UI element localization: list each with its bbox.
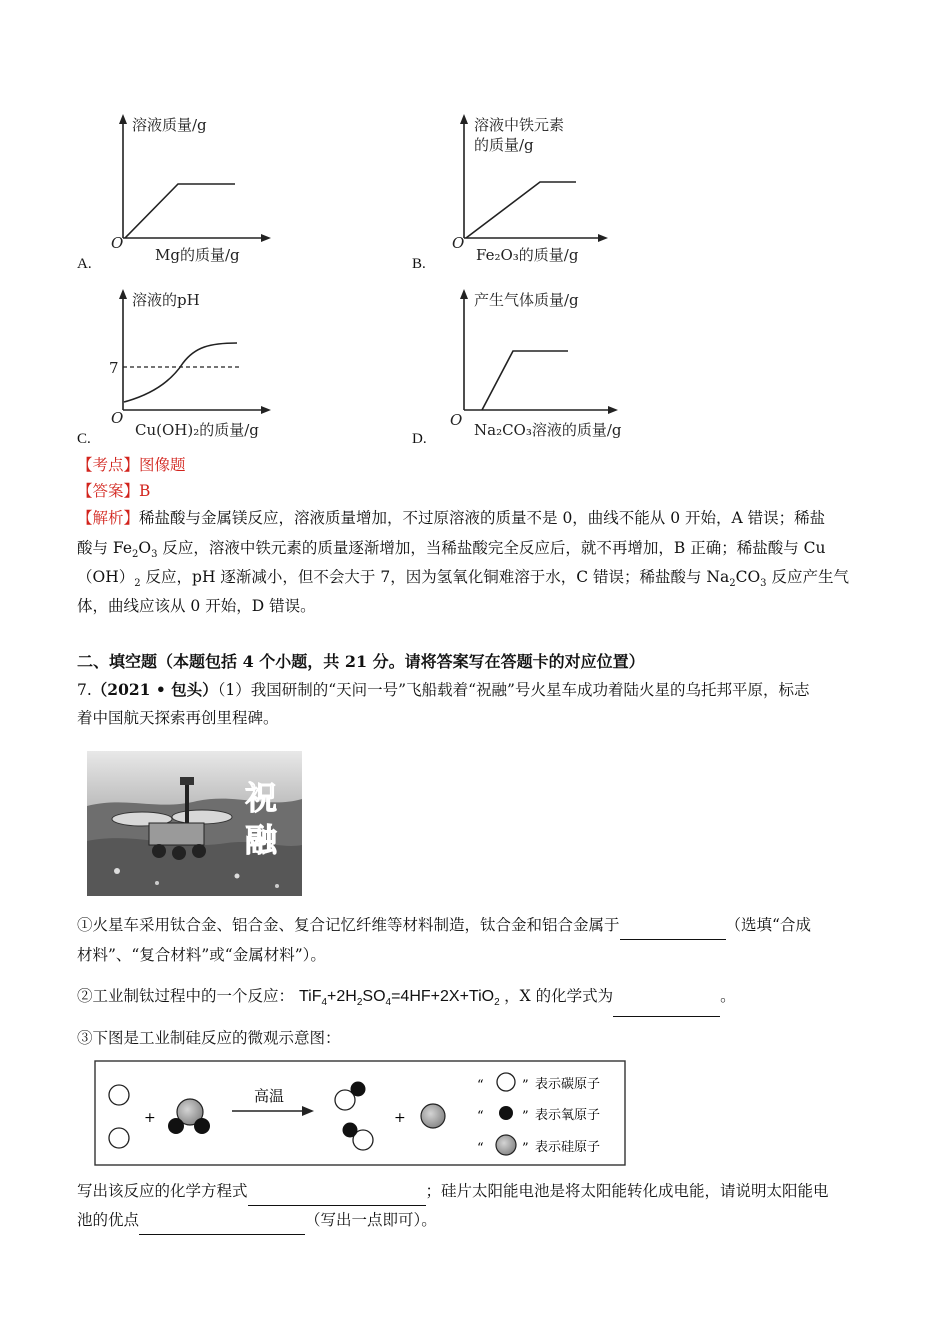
legend-silicon: 表示硅原子: [535, 1140, 601, 1155]
graph-b-ylabel-2: 的质量/g: [474, 136, 534, 154]
graph-d: [412, 285, 652, 445]
graph-c-ref-value: 7: [109, 359, 119, 377]
graph-c: [75, 285, 295, 445]
graph-d-curve: [482, 351, 568, 410]
carbon-atom: [109, 1085, 129, 1105]
option-c-label: C.: [77, 431, 91, 447]
graph-c-origin: O: [111, 409, 124, 427]
kaodian-line: [77, 451, 186, 480]
graph-a-origin: O: [111, 234, 124, 252]
q7-item3: ③下图是工业制硅反应的微观示意图：: [77, 1029, 341, 1047]
q7-item4-line-2: 池的优点 （写出一点即可）。: [77, 1206, 437, 1235]
graph-c-xlabel: Cu(OH)₂的质量/g: [135, 421, 259, 439]
graph-d-ylabel: 产生气体质量/g: [474, 291, 579, 309]
q7-item2-line: ②工业制钛过程中的一个反应： $TiF_4+2H_2SO_4=4HF+2X+TiO_2$ ，X 的化学式为 。: [77, 982, 882, 1017]
jiexi-line-1: [77, 504, 877, 533]
answer-line: [77, 477, 150, 506]
svg-text:“: “: [477, 1109, 484, 1124]
reaction-diagram: [94, 1060, 630, 1170]
legend-silicon-icon: [496, 1135, 516, 1155]
graph-a-xlabel: Mg的质量/g: [155, 246, 240, 264]
oxygen-atom: [194, 1118, 210, 1134]
legend-carbon: 表示碳原子: [535, 1077, 601, 1092]
jiexi-line-2: 酸与 $Fe_2O_3$ 反应，溶液中铁元素的质量逐渐增加，当稀盐酸完全反应后，就不再增加，B 正确；稀盐酸与 Cu: [77, 539, 826, 561]
plus-sign-2: +: [394, 1110, 406, 1126]
reaction-condition: 高温: [254, 1087, 285, 1105]
graph-a: [75, 110, 295, 270]
chemical-equation: $TiF_4+2H_2SO_4=4HF+2X+TiO_2$: [298, 988, 500, 1009]
answer-blank-2[interactable]: [613, 998, 720, 1017]
kaodian-tag: 【考点】: [77, 456, 140, 474]
option-d-label: D.: [412, 431, 427, 447]
option-b-label: B.: [412, 256, 426, 272]
graph-b-curve: [466, 182, 576, 238]
legend-carbon-icon: [497, 1073, 515, 1091]
legend-oxygen: 表示氧原子: [535, 1108, 601, 1123]
q7-intro-2: 着中国航天探索再创里程碑。: [77, 709, 279, 727]
graph-c-curve: [124, 343, 237, 402]
oxygen-atom: [351, 1082, 366, 1097]
svg-text:“: “: [477, 1141, 484, 1156]
graph-b: [412, 110, 632, 270]
kaodian-text: 图像题: [139, 456, 186, 474]
graph-c-ylabel: 溶液的pH: [132, 291, 200, 309]
graph-a-ylabel: 溶液质量/g: [132, 116, 207, 134]
legend-oxygen-icon: [499, 1106, 513, 1120]
graph-d-origin: O: [450, 411, 463, 429]
q7-intro-1: 7.（2021 • 包头）（1）我国研制的“天问一号”飞船载着“祝融”号火星车成功着陆火星的乌托邦平原，标志: [77, 680, 810, 699]
graph-a-curve: [125, 184, 235, 238]
q7-number: 7.: [77, 681, 92, 699]
q7-source: （2021 • 包头）: [91, 680, 218, 699]
graph-b-xlabel: Fe₂O₃的质量/g: [476, 246, 579, 264]
silicon-atom: [421, 1104, 445, 1128]
q7-item1-line-2: 材料”、“复合材料”或“金属材料”）。: [77, 946, 326, 964]
option-a-label: A.: [77, 256, 92, 272]
photo-char-1: 祝: [245, 779, 278, 817]
jiexi-line-4: 体，曲线应该从 0 开始，D 错误。: [77, 597, 316, 615]
plus-sign-1: +: [144, 1110, 156, 1126]
svg-text:“: “: [477, 1078, 484, 1093]
oxygen-atom: [343, 1123, 358, 1138]
jiexi-text-1: 稀盐酸与金属镁反应，溶液质量增加，不过原溶液的质量不是 0，曲线不能从 0 开始，A 错误；稀盐: [139, 509, 826, 527]
answer-text: B: [139, 482, 151, 500]
graph-d-xlabel: Na₂CO₃溶液的质量/g: [474, 421, 622, 439]
answer-blank-1[interactable]: [620, 921, 726, 940]
oxygen-atom: [168, 1118, 184, 1134]
svg-text:”: ”: [522, 1078, 529, 1093]
photo-char-2: 融: [245, 821, 278, 859]
jiexi-line-3: $(OH)_2$ 反应，pH 逐渐减小，但不会大于 7，因为氢氧化铜难溶于水，C 错误；稀盐酸与 $Na_2CO_3$ 反应产生气: [77, 568, 849, 590]
graph-b-ylabel-1: 溶液中铁元素: [474, 116, 565, 134]
svg-text:”: ”: [522, 1109, 529, 1124]
graph-b-origin: O: [452, 234, 465, 252]
carbon-atom: [109, 1128, 129, 1148]
q7-item1-line-1: ①火星车采用钛合金、铝合金、复合记忆纤维等材料制造，钛合金和铝合金属于 （选填“合成: [77, 911, 882, 940]
section-heading: 二、填空题（本题包括 4 个小题，共 21 分。请将答案写在答题卡的对应位置）: [77, 652, 645, 671]
mars-rover-photo: [87, 751, 302, 896]
answer-tag: 【答案】: [77, 482, 140, 500]
jiexi-tag: 【解析】: [77, 509, 140, 527]
answer-blank-4[interactable]: [139, 1216, 305, 1235]
svg-text:”: ”: [522, 1141, 529, 1156]
answer-blank-3[interactable]: [248, 1187, 426, 1206]
q7-item4-line-1: 写出该反应的化学方程式 ；硅片太阳能电池是将太阳能转化成电能，请说明太阳能电: [77, 1177, 882, 1206]
